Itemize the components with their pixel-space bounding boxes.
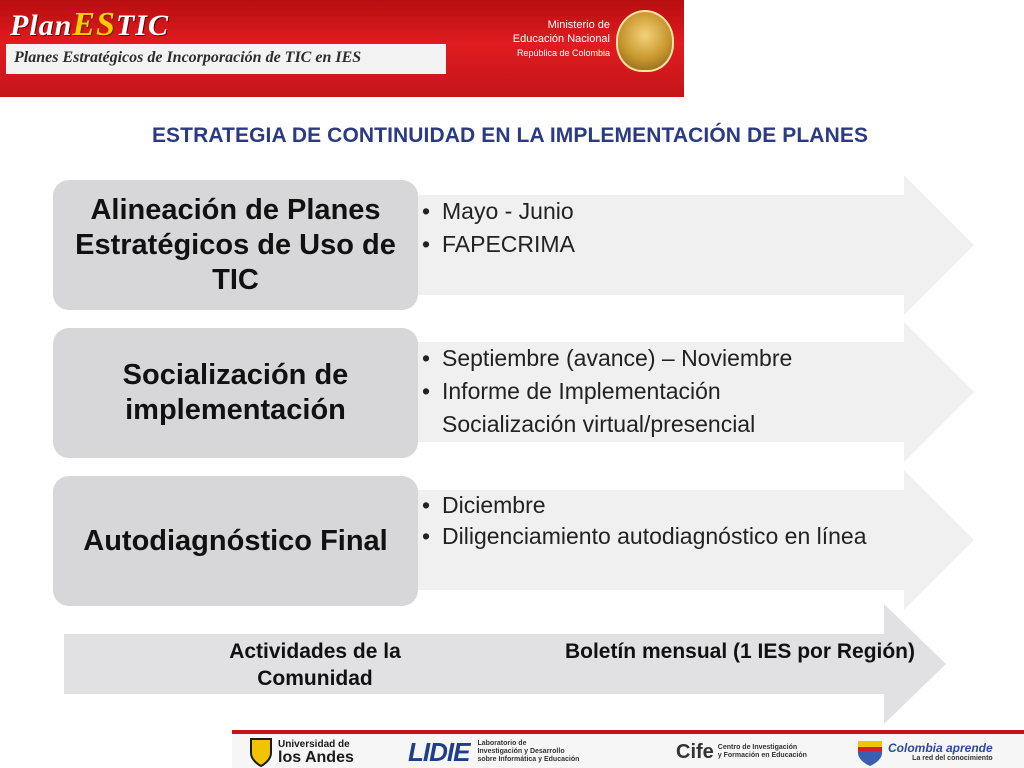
community-activities-label: Actividades de la Comunidad: [229, 640, 401, 690]
step-1-bullets: [420, 195, 890, 261]
step-2-bullets: [420, 342, 890, 441]
lidie-logo: [408, 737, 579, 767]
step-2-box: [53, 328, 418, 458]
bullet-item: • Informe de Implementación Socialización virtual/presencial: [420, 375, 822, 441]
step-2-heading: Socialización de implementación: [122, 359, 349, 426]
ministry-line: Educación Nacional: [512, 33, 610, 45]
step-3-heading: Autodiagnóstico Final: [83, 524, 388, 557]
cife-wordmark: Cife: [676, 740, 714, 763]
lidie-wordmark: LIDIE: [408, 736, 470, 767]
uniandes-line: los Andes: [278, 748, 354, 766]
step-1-heading: Alineación de Planes Estratégicos de Uso de TIC: [75, 193, 396, 296]
colombia-aprende-logo: [856, 737, 993, 767]
colombia-aprende-wordmark: Colombia aprende: [888, 741, 993, 755]
page-title: ESTRATEGIA DE CONTINUIDAD EN LA IMPLEMENTACIÓN DE PLANES: [151, 124, 869, 147]
cife-line: y Formación en Educación: [717, 752, 807, 759]
bullet-item: • Diligenciamiento autodiagnóstico en línea: [420, 522, 892, 550]
coat-of-arms-icon: [616, 10, 674, 72]
planestic-logo: [10, 6, 169, 44]
colombia-aprende-tagline: La red del conocimiento: [912, 755, 993, 762]
logo-prefix: Plan: [10, 9, 73, 42]
step-1-box: [53, 180, 418, 310]
ministry-line: Ministerio de: [547, 19, 610, 31]
uniandes-logo: [248, 737, 354, 767]
step-3-bullets: [420, 489, 890, 550]
lidie-line: Investigación y Desarrollo: [477, 748, 565, 755]
cife-logo: [676, 737, 807, 767]
logo-highlight: ES: [72, 6, 116, 43]
lidie-line: Laboratorio de: [477, 740, 527, 747]
banner-subtitle: Planes Estratégicos de Incorporación de TIC en IES: [14, 49, 362, 66]
bullet-item: • Diciembre: [420, 489, 890, 522]
uniandes-shield-icon: [248, 737, 274, 767]
lidie-line: sobre Informática y Educación: [477, 756, 580, 763]
newsletter-label: Boletín mensual (1 IES por Región): [564, 640, 916, 663]
logo-suffix: TIC: [115, 9, 169, 42]
uniandes-line: Universidad de: [278, 738, 350, 750]
colombia-aprende-icon: [856, 737, 884, 767]
cife-line: Centro de Investigación: [717, 744, 798, 751]
bullet-item: • Mayo - Junio: [420, 195, 890, 228]
ministry-line: República de Colombia: [516, 48, 610, 58]
ministry-label: [495, 18, 610, 60]
step-3-box: [53, 476, 418, 606]
bullet-item: • Septiembre (avance) – Noviembre: [420, 342, 890, 375]
bullet-item: • FAPECRIMA: [420, 228, 890, 261]
